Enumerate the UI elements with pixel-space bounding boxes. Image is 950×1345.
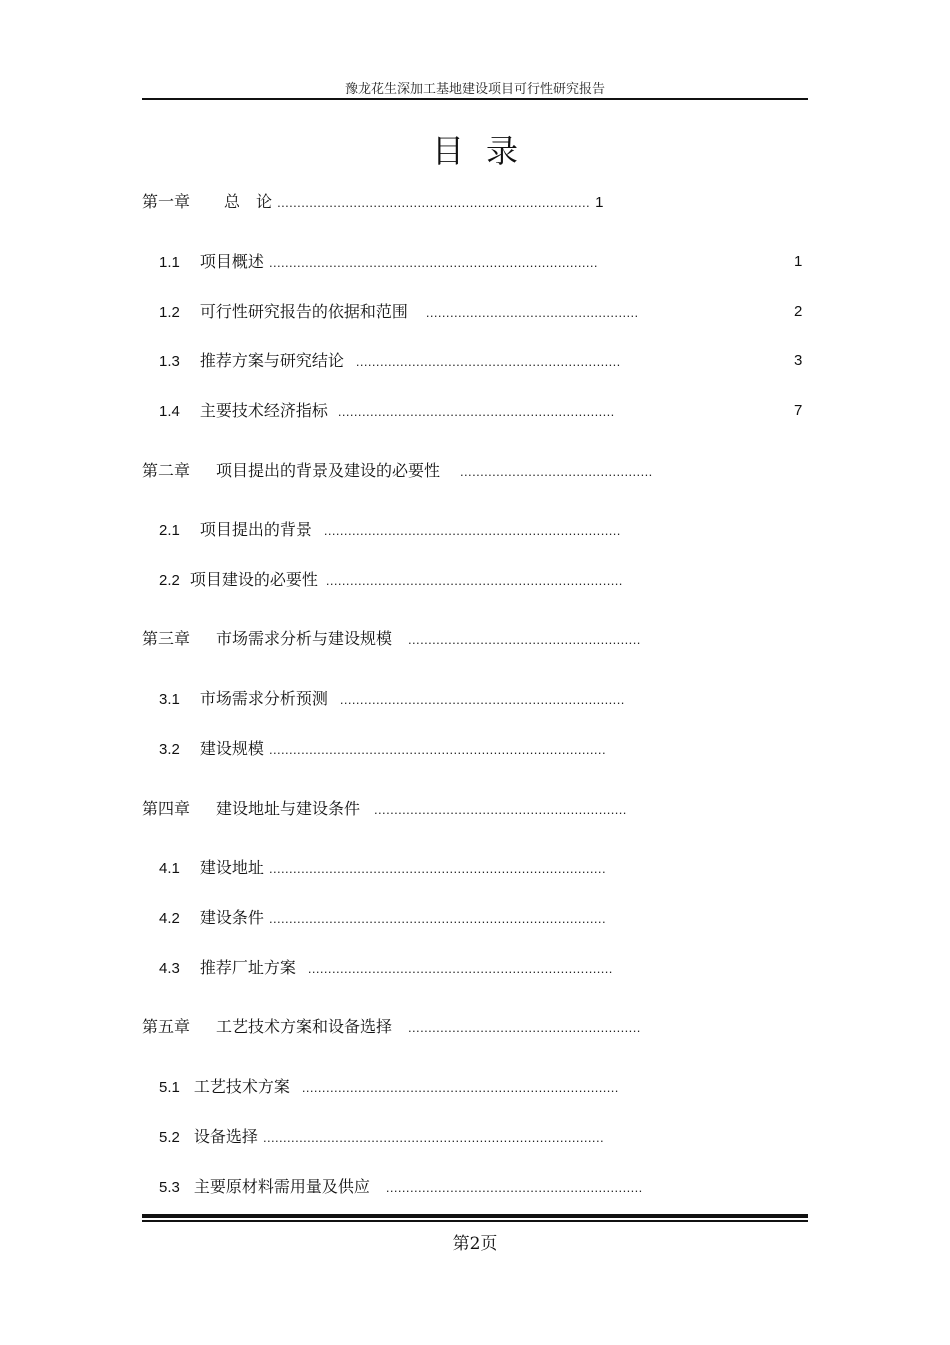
toc-section-3-1[interactable] xyxy=(159,687,625,711)
chapter-title: 市场需求分析与建设规模 xyxy=(216,629,393,648)
toc-section-2-1[interactable] xyxy=(159,518,621,542)
chapter-title: 项目提出的背景及建设的必要性 xyxy=(216,461,441,480)
toc-section-3-2[interactable] xyxy=(159,737,606,761)
toc-chapter-5[interactable] xyxy=(142,1015,641,1039)
leader-dots: ..................................................... xyxy=(425,305,639,320)
leader-dots: .......................................................................... xyxy=(323,523,621,538)
section-number: 2.2 xyxy=(159,572,180,589)
toc-chapter-1[interactable] xyxy=(142,190,603,214)
page-number: 1 xyxy=(595,194,604,211)
leader-dots: ................................................................ xyxy=(385,1180,643,1195)
leader-dots: .......................................................... xyxy=(408,1020,641,1035)
toc-section-1-2[interactable] xyxy=(159,300,639,324)
section-title: 可行性研究报告的依据和范围 xyxy=(199,302,408,321)
section-number: 4.3 xyxy=(159,960,180,977)
section-number: 1.3 xyxy=(159,353,180,370)
section-title: 主要技术经济指标 xyxy=(199,401,328,420)
section-title: 主要原材料需用量及供应 xyxy=(193,1177,370,1196)
toc-section-1-1[interactable] xyxy=(159,250,598,274)
toc-chapter-3[interactable] xyxy=(142,627,641,651)
section-title: 推荐厂址方案 xyxy=(199,958,296,977)
section-number: 1.2 xyxy=(159,304,180,321)
toc-title: 目录 xyxy=(431,132,540,170)
chapter-title: 工艺技术方案和设备选择 xyxy=(216,1017,393,1036)
chapter-label: 第四章 xyxy=(142,799,191,818)
chapter-label: 第一章 xyxy=(142,192,191,211)
section-number: 3.1 xyxy=(159,691,180,708)
toc-section-5-1[interactable] xyxy=(159,1075,619,1099)
chapter-title: 建设地址与建设条件 xyxy=(216,799,361,818)
chapter-label: 第二章 xyxy=(142,461,191,480)
leader-dots: ............................................................... xyxy=(374,802,627,817)
page-footer-number: 第2页 xyxy=(452,1234,498,1254)
section-number: 4.1 xyxy=(159,860,180,877)
leader-dots: .................................................................................... xyxy=(268,742,606,757)
toc-section-4-2[interactable] xyxy=(159,906,606,930)
leader-dots: .................................................................. xyxy=(355,354,621,369)
section-title: 建设规模 xyxy=(199,739,264,758)
leader-dots: .................................................................................. xyxy=(268,255,598,270)
leader-dots: .................................................................................... xyxy=(268,911,606,926)
toc-section-1-3[interactable] xyxy=(159,349,621,373)
toc-chapter-4[interactable] xyxy=(142,797,627,821)
page-number: 3 xyxy=(794,352,803,369)
leader-dots: ....................................................................... xyxy=(339,692,625,707)
section-number: 5.2 xyxy=(159,1129,180,1146)
leader-dots: .......................................................... xyxy=(408,632,641,647)
section-title: 市场需求分析预测 xyxy=(199,689,328,708)
section-title: 推荐方案与研究结论 xyxy=(199,351,344,370)
section-number: 3.2 xyxy=(159,741,180,758)
section-number: 4.2 xyxy=(159,910,180,927)
leader-dots: .................................................................................... xyxy=(268,861,606,876)
leader-dots: ............................................................................... xyxy=(301,1080,619,1095)
running-header: 豫龙花生深加工基地建设项目可行性研究报告 xyxy=(344,82,605,97)
section-number: 5.1 xyxy=(159,1079,180,1096)
section-title: 建设条件 xyxy=(199,908,264,927)
page-number: 7 xyxy=(794,402,803,419)
chapter-label: 第三章 xyxy=(142,629,191,648)
header-rule xyxy=(142,98,808,100)
chapter-title: 总 论 xyxy=(224,192,273,211)
leader-dots: ................................................ xyxy=(460,464,653,479)
section-number: 5.3 xyxy=(159,1179,180,1196)
page-number: 1 xyxy=(794,253,803,270)
section-number: 2.1 xyxy=(159,522,180,539)
toc-section-1-4[interactable] xyxy=(159,399,615,423)
toc-section-5-2[interactable] xyxy=(159,1125,604,1149)
section-title: 项目建设的必要性 xyxy=(189,570,318,589)
section-title: 项目提出的背景 xyxy=(199,520,312,539)
leader-dots: ............................................................................ xyxy=(307,961,613,976)
section-title: 工艺技术方案 xyxy=(193,1077,290,1096)
section-number: 1.1 xyxy=(159,254,180,271)
chapter-label: 第五章 xyxy=(142,1017,191,1036)
page-number: 2 xyxy=(794,303,803,320)
leader-dots: ..................................................................... xyxy=(337,404,615,419)
footer-rule-thin xyxy=(142,1220,808,1222)
leader-dots: ..................................................................................... xyxy=(262,1130,604,1145)
toc-section-2-2[interactable] xyxy=(159,568,623,592)
section-title: 项目概述 xyxy=(199,252,264,271)
toc-section-4-1[interactable] xyxy=(159,856,606,880)
section-title: 建设地址 xyxy=(199,858,264,877)
leader-dots: .......................................................................... xyxy=(325,573,623,588)
section-number: 1.4 xyxy=(159,403,180,420)
leader-dots: .............................................................................. xyxy=(277,195,591,210)
section-title: 设备选择 xyxy=(193,1127,258,1146)
toc-section-5-3[interactable] xyxy=(159,1175,643,1199)
footer-rule-thick xyxy=(142,1214,808,1218)
toc-chapter-2[interactable] xyxy=(142,459,653,483)
toc-section-4-3[interactable] xyxy=(159,956,613,980)
